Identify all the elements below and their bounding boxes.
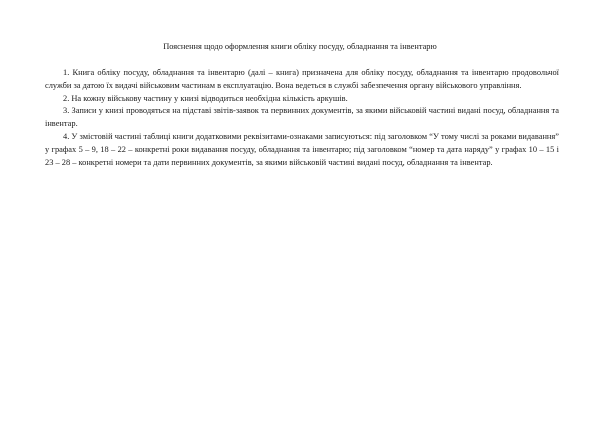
- document-body: [45, 67, 559, 169]
- paragraph-1: 1. Книга обліку посуду, обладнання та інвентарю (далі – книга) призначена для обліку посуду, обладнання та інвентарю продовольчої служби за датою їх видачі військовим частинам в експлуатацію. Вона ведеться в службі забезпечення органу військового управління.: [45, 68, 559, 90]
- paragraph-4: 4. У змістовій частині таблиці книги додатковими реквізитами-ознаками записуються: під заголовком “У тому числі за роками видавання” у графах 5 – 9, 18 – 22 – конкретні роки видавання посуду, обладнання та інвентарю; під заголовком “номер та дата наряду” у графах 10 – 15 і 23 – 28 – конкретні номери та дати первинних документів, за якими військовій частині видані посуд, обладнання та інвентар.: [45, 131, 559, 167]
- paragraph-3: 3. Записи у книзі проводяться на підставі звітів-заявок та первинних документів, за якими військовій частині видані посуд, обладнання та інвентар.: [45, 106, 559, 129]
- document-title: Пояснення щодо оформлення книги обліку посуду, обладнання та інвентарю: [163, 42, 437, 51]
- paragraph-2: 2. На кожну військову частину у книзі відводиться необхідна кількість аркушів.: [63, 93, 348, 103]
